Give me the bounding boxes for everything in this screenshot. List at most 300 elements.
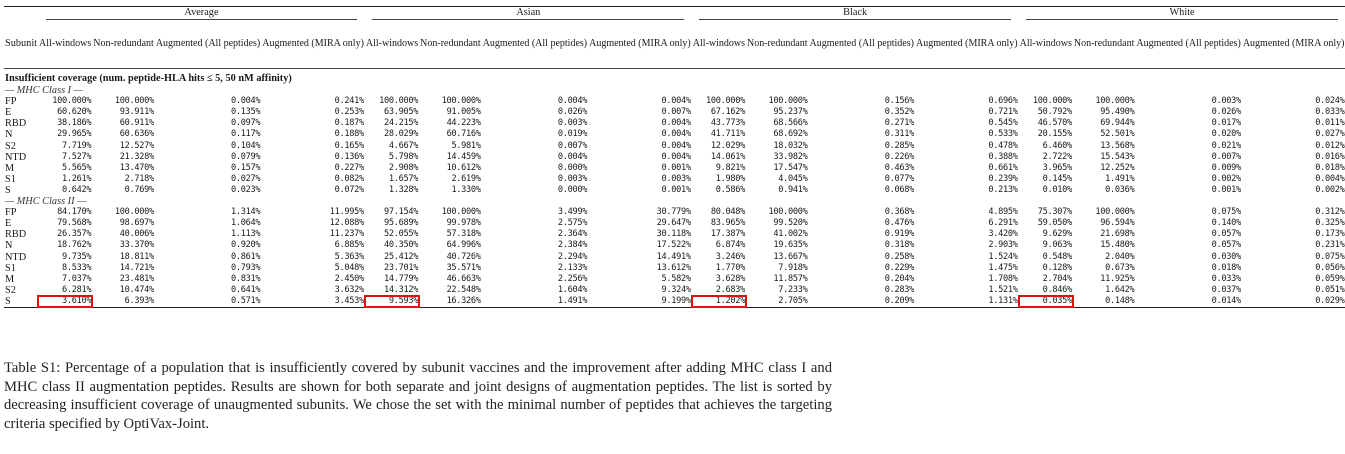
table-cell: 0.642%	[62, 184, 92, 195]
table-cell: 12.088%	[329, 218, 364, 229]
table-cell: 68.566%	[773, 118, 808, 129]
table-cell: 0.097%	[231, 118, 261, 129]
subunit-name: S2	[5, 284, 16, 296]
table-cell: 33.982%	[773, 151, 808, 162]
table-cell: 59.050%	[1037, 218, 1072, 229]
table-cell: 0.831%	[231, 273, 261, 284]
table-cell: 9.063%	[1042, 240, 1072, 251]
table-cell: 79.568%	[57, 218, 92, 229]
table-cell: 99.978%	[446, 218, 481, 229]
table-cell: 1.980%	[715, 173, 745, 184]
table-cell: 83.965%	[710, 218, 745, 229]
table-cell: 22.548%	[446, 284, 481, 295]
subcolumn-header-row	[4, 20, 1345, 69]
table-cell: 100.000%	[1095, 207, 1135, 218]
table-cell: 0.165%	[334, 140, 364, 151]
table-cell: 21.698%	[1100, 229, 1135, 240]
table-cell: 38.186%	[57, 118, 92, 129]
table-cell: 7.233%	[778, 284, 808, 295]
coverage-table	[4, 6, 1345, 308]
table-cell: 0.004%	[661, 118, 691, 129]
table-cell: 0.057%	[1211, 229, 1241, 240]
table-cell: 63.905%	[384, 107, 419, 118]
table-cell: 0.003%	[557, 173, 588, 184]
table-cell: 6.460%	[1042, 140, 1072, 151]
table-cell: 52.501%	[1100, 129, 1135, 140]
table-cell: 100.000%	[52, 96, 92, 107]
table-row	[4, 118, 1345, 129]
table-cell: 0.117%	[231, 129, 261, 140]
subunit-name: S2	[5, 140, 16, 152]
table-cell: 60.716%	[446, 129, 481, 140]
table-cell: 0.003%	[557, 118, 588, 129]
table-cell: 1.491%	[1105, 173, 1135, 184]
table-cell: 67.162%	[710, 107, 745, 118]
group-header-average: Average	[38, 7, 365, 21]
table-cell: 0.769%	[124, 184, 154, 195]
table-cell: 0.545%	[988, 118, 1018, 129]
table-cell: 17.522%	[656, 240, 691, 251]
table-cell: 84.170%	[57, 207, 92, 218]
table-cell: 46.570%	[1037, 118, 1072, 129]
group-header-asian: Asian	[365, 7, 692, 21]
highlighted-cell: 0.035%	[1019, 296, 1073, 308]
table-cell: 14.491%	[656, 251, 691, 262]
table-cell: 0.173%	[1315, 229, 1345, 240]
table-cell: 14.312%	[384, 284, 419, 295]
subunit-name: N	[5, 129, 13, 141]
table-cell: 1.475%	[988, 262, 1018, 273]
table-cell: 0.001%	[1211, 184, 1241, 195]
table-cell: 0.145%	[1042, 173, 1072, 184]
table-cell: 0.253%	[334, 107, 364, 118]
table-cell: 68.692%	[773, 129, 808, 140]
table-cell: 13.470%	[119, 162, 154, 173]
table-caption: Table S1: Percentage of a population that is insufficiently covered by subunit vaccines and the improvement after adding MHC class I and MHC class II augmentation peptides. Results are shown for both separate and joint designs of augmentation peptides. The list is sorted by decreasing insufficient coverage of unaugmented subunits. We chose the set with the minimal number of peptides that achieves the targeting criteria specified by OptiVax-Joint.	[4, 360, 832, 432]
table-cell: 0.721%	[988, 107, 1018, 118]
table-cell: 6.291%	[988, 218, 1018, 229]
table-cell: 1.657%	[388, 173, 419, 184]
table-cell: 9.735%	[62, 251, 92, 262]
table-cell: 0.548%	[1042, 251, 1072, 262]
table-cell: 0.188%	[334, 129, 364, 140]
table-cell: 0.018%	[1315, 162, 1345, 173]
table-cell: 46.663%	[446, 273, 481, 284]
subunit-name: NTD	[5, 251, 27, 263]
table-cell: 0.017%	[1211, 118, 1241, 129]
subunit-name: N	[5, 240, 13, 252]
table-cell: 1.131%	[915, 296, 1019, 308]
table-cell: 0.325%	[1315, 218, 1345, 229]
subcolumn-header: Non-redundant	[420, 38, 481, 49]
subunit-name: NTD	[5, 151, 27, 163]
table-cell: 0.136%	[334, 151, 364, 162]
table-cell: 13.667%	[773, 251, 808, 262]
table-cell: 0.059%	[1315, 273, 1345, 284]
table-cell: 0.571%	[155, 296, 261, 308]
table-cell: 0.004%	[661, 96, 691, 107]
group-header-white: White	[1019, 7, 1345, 21]
table-cell: 0.057%	[1211, 240, 1241, 251]
table-cell: 8.533%	[62, 262, 92, 273]
table-cell: 0.037%	[1211, 284, 1241, 295]
table-cell: 40.350%	[384, 240, 419, 251]
table-cell: 99.520%	[773, 218, 808, 229]
table-cell: 9.324%	[661, 284, 691, 295]
table-cell: 18.032%	[773, 140, 808, 151]
table-cell: 2.619%	[451, 173, 481, 184]
table-cell: 0.641%	[231, 284, 261, 295]
table-cell: 2.256%	[557, 273, 588, 284]
subunit-header: Subunit	[5, 38, 38, 50]
table-cell: 0.007%	[557, 140, 588, 151]
table-row	[4, 107, 1345, 118]
table-cell: 11.857%	[773, 273, 808, 284]
table-cell: 0.388%	[988, 151, 1018, 162]
table-cell: 25.412%	[384, 251, 419, 262]
table-cell: 0.919%	[884, 229, 914, 240]
table-cell: 6.885%	[334, 240, 364, 251]
table-cell: 30.118%	[656, 229, 691, 240]
table-cell: 0.239%	[988, 173, 1018, 184]
table-cell: 0.007%	[1211, 151, 1241, 162]
table-row	[4, 152, 1345, 163]
table-cell: 93.911%	[119, 107, 154, 118]
table-cell: 15.543%	[1100, 151, 1135, 162]
section-title: Insufficient coverage (num. peptide-HLA hits ≤ 5, 50 nM affinity)	[5, 73, 292, 84]
table-cell: 0.463%	[884, 162, 914, 173]
table-cell: 5.363%	[334, 251, 364, 262]
table-cell: 1.491%	[482, 296, 588, 308]
table-cell: 0.312%	[1315, 207, 1345, 218]
table-cell: 0.661%	[988, 162, 1018, 173]
table-cell: 0.003%	[1211, 96, 1241, 107]
table-cell: 1.770%	[715, 262, 745, 273]
table-cell: 60.636%	[119, 129, 154, 140]
table-cell: 40.726%	[446, 251, 481, 262]
table-cell: 2.704%	[1042, 273, 1072, 284]
table-cell: 0.001%	[661, 184, 691, 195]
table-cell: 17.547%	[773, 162, 808, 173]
table-cell: 0.004%	[231, 96, 261, 107]
highlighted-cell: 3.610%	[38, 296, 92, 308]
table-cell: 44.223%	[446, 118, 481, 129]
subcolumn-header: Augmented (MIRA only)	[915, 38, 1018, 49]
table-cell: 13.612%	[656, 262, 691, 273]
subcolumn-header: All-windows	[39, 38, 92, 49]
table-cell: 64.996%	[446, 240, 481, 251]
table-row	[4, 285, 1345, 296]
table-cell: 0.283%	[884, 284, 914, 295]
table-cell: 1.642%	[1105, 284, 1135, 295]
subunit-name: FP	[5, 96, 17, 108]
table-cell: 4.895%	[988, 207, 1018, 218]
table-cell: 33.370%	[119, 240, 154, 251]
table-row	[4, 274, 1345, 285]
table-cell: 0.033%	[1315, 107, 1345, 118]
subunit-name: S1	[5, 262, 16, 274]
table-cell: 0.793%	[231, 262, 261, 273]
table-cell: 0.004%	[557, 96, 588, 107]
table-cell: 14.779%	[384, 273, 419, 284]
table-cell: 100.000%	[441, 96, 481, 107]
table-cell: 2.908%	[388, 162, 419, 173]
table-cell: 0.148%	[1073, 296, 1136, 308]
table-cell: 96.594%	[1100, 218, 1135, 229]
table-cell: 0.021%	[1211, 140, 1241, 151]
table-cell: 100.000%	[441, 207, 481, 218]
table-cell: 0.079%	[231, 151, 261, 162]
table-cell: 11.237%	[329, 229, 364, 240]
table-cell: 29.965%	[57, 129, 92, 140]
table-cell: 2.683%	[715, 284, 745, 295]
table-cell: 0.157%	[231, 162, 261, 173]
table-cell: 1.064%	[231, 218, 261, 229]
table-cell: 29.647%	[656, 218, 691, 229]
table-cell: 0.861%	[231, 251, 261, 262]
table-cell: 0.024%	[1315, 96, 1345, 107]
table-cell: 0.036%	[1105, 184, 1135, 195]
table-cell: 0.051%	[1315, 284, 1345, 295]
subcolumn-header: Non-redundant	[747, 38, 808, 49]
table-row	[4, 185, 1345, 196]
table-cell: 0.000%	[557, 162, 588, 173]
table-cell: 0.082%	[334, 173, 364, 184]
table-cell: 0.029%	[1242, 296, 1345, 308]
table-cell: 0.010%	[1042, 184, 1072, 195]
table-cell: 1.524%	[988, 251, 1018, 262]
highlighted-cell: 9.593%	[365, 296, 419, 308]
table-cell: 95.237%	[773, 107, 808, 118]
table-cell: 0.016%	[1315, 151, 1345, 162]
table-cell: 0.004%	[661, 151, 691, 162]
table-cell: 6.393%	[92, 296, 155, 308]
table-cell: 100.000%	[1032, 96, 1072, 107]
table-cell: 14.061%	[710, 151, 745, 162]
mhc-class2-label: — MHC Class II —	[5, 196, 87, 208]
table-cell: 15.480%	[1100, 240, 1135, 251]
table-cell: 0.027%	[1315, 129, 1345, 140]
table-cell: 5.981%	[451, 140, 481, 151]
table-cell: 30.779%	[656, 207, 691, 218]
table-row	[4, 163, 1345, 174]
table-cell: 100.000%	[768, 96, 808, 107]
table-cell: 98.697%	[119, 218, 154, 229]
table-cell: 0.001%	[661, 162, 691, 173]
table-cell: 0.226%	[884, 151, 914, 162]
table-cell: 1.314%	[231, 207, 261, 218]
table-cell: 0.002%	[1315, 184, 1345, 195]
highlighted-cell: 1.202%	[692, 296, 746, 308]
table-cell: 0.476%	[884, 218, 914, 229]
table-cell: 14.721%	[119, 262, 154, 273]
table-cell: 0.696%	[988, 96, 1018, 107]
table-cell: 26.357%	[57, 229, 92, 240]
table-cell: 2.364%	[557, 229, 588, 240]
table-cell: 2.384%	[557, 240, 588, 251]
table-cell: 1.113%	[231, 229, 261, 240]
table-cell: 0.030%	[1211, 251, 1241, 262]
table-cell: 0.128%	[1042, 262, 1072, 273]
table-cell: 0.019%	[557, 129, 588, 140]
table-cell: 17.387%	[710, 229, 745, 240]
table-cell: 40.006%	[119, 229, 154, 240]
table-row	[4, 229, 1345, 240]
table-cell: 0.026%	[1211, 107, 1241, 118]
table-row	[4, 96, 1345, 107]
table-cell: 0.075%	[1211, 207, 1241, 218]
table-cell: 7.918%	[778, 262, 808, 273]
table-cell: 100.000%	[706, 96, 745, 107]
table-cell: 43.773%	[710, 118, 745, 129]
table-cell: 5.565%	[62, 162, 92, 173]
table-cell: 23.481%	[119, 273, 154, 284]
table-cell: 0.014%	[1135, 296, 1241, 308]
subcolumn-header: Non-redundant	[1073, 38, 1135, 49]
table-cell: 100.000%	[379, 96, 419, 107]
table-cell: 7.037%	[62, 273, 92, 284]
table-cell: 18.762%	[57, 240, 92, 251]
table-row	[4, 207, 1345, 218]
table-cell: 12.252%	[1100, 162, 1135, 173]
table-cell: 60.911%	[119, 118, 154, 129]
table-cell: 0.027%	[231, 173, 261, 184]
table-cell: 100.000%	[768, 207, 808, 218]
subunit-name: S	[5, 184, 11, 196]
table-row	[4, 263, 1345, 274]
table-cell: 41.002%	[773, 229, 808, 240]
table-cell: 0.011%	[1315, 118, 1345, 129]
table-cell: 20.155%	[1037, 129, 1072, 140]
subunit-name: M	[5, 273, 15, 285]
table-cell: 69.944%	[1100, 118, 1135, 129]
table-cell: 18.811%	[119, 251, 154, 262]
table-cell: 12.029%	[710, 140, 745, 151]
subunit-name: S1	[5, 173, 16, 185]
table-cell: 0.318%	[884, 240, 914, 251]
table-cell: 10.612%	[446, 162, 481, 173]
table-cell: 0.023%	[231, 184, 261, 195]
table-cell: 1.521%	[988, 284, 1018, 295]
table-cell: 41.711%	[710, 129, 745, 140]
table-cell: 28.029%	[384, 129, 419, 140]
subcolumn-header: All-windows	[365, 38, 419, 49]
table-cell: 9.199%	[588, 296, 692, 308]
table-cell: 0.033%	[1211, 273, 1241, 284]
subcolumn-header: Augmented (MIRA only)	[589, 38, 691, 49]
table-cell: 4.045%	[778, 173, 808, 184]
subcolumn-header: Augmented (MIRA only)	[262, 38, 364, 49]
table-cell: 75.307%	[1037, 207, 1072, 218]
table-cell: 10.474%	[119, 284, 154, 295]
subcolumn-header: Augmented (All peptides)	[809, 38, 914, 49]
table-cell: 19.635%	[773, 240, 808, 251]
table-cell: 11.925%	[1100, 273, 1135, 284]
table-cell: 0.012%	[1315, 140, 1345, 151]
table-cell: 0.004%	[557, 151, 588, 162]
table-cell: 0.009%	[1211, 162, 1241, 173]
group-header-row	[4, 7, 1345, 21]
table-cell: 0.271%	[884, 118, 914, 129]
table-cell: 0.941%	[778, 184, 808, 195]
table-cell: 7.527%	[62, 151, 92, 162]
table-cell: 0.368%	[884, 207, 914, 218]
table-cell: 5.798%	[388, 151, 419, 162]
table-cell: 2.450%	[334, 273, 364, 284]
table-cell: 0.018%	[1211, 262, 1241, 273]
subcolumn-header: Non-redundant	[93, 38, 154, 49]
table-cell: 1.708%	[988, 273, 1018, 284]
table-cell: 0.285%	[884, 140, 914, 151]
subunit-name: E	[5, 218, 12, 230]
subunit-name: RBD	[5, 229, 27, 241]
table-cell: 9.629%	[1042, 229, 1072, 240]
table-cell: 2.040%	[1105, 251, 1135, 262]
table-cell: 0.004%	[661, 129, 691, 140]
table-cell: 7.719%	[62, 140, 92, 151]
table-cell: 1.328%	[388, 184, 419, 195]
table-cell: 52.055%	[384, 229, 419, 240]
table-cell: 91.005%	[446, 107, 481, 118]
subunit-name: RBD	[5, 118, 27, 130]
table-row	[4, 174, 1345, 185]
table-cell: 0.075%	[1315, 251, 1345, 262]
table-cell: 3.499%	[557, 207, 588, 218]
subunit-name: S	[4, 296, 38, 308]
table-row	[4, 296, 1345, 308]
table-cell: 1.330%	[451, 184, 481, 195]
table-cell: 6.281%	[62, 284, 92, 295]
table-cell: 3.420%	[988, 229, 1018, 240]
table-cell: 60.620%	[57, 107, 92, 118]
table-row	[4, 141, 1345, 152]
table-cell: 0.187%	[334, 118, 364, 129]
table-cell: 12.527%	[119, 140, 154, 151]
table-cell: 2.294%	[557, 251, 588, 262]
table-cell: 16.326%	[419, 296, 482, 308]
table-cell: 0.311%	[884, 129, 914, 140]
table-cell: 0.140%	[1211, 218, 1241, 229]
table-cell: 0.920%	[231, 240, 261, 251]
table-cell: 3.453%	[261, 296, 365, 308]
table-cell: 35.571%	[446, 262, 481, 273]
table-cell: 5.582%	[661, 273, 691, 284]
table-row	[4, 218, 1345, 229]
table-cell: 50.792%	[1037, 107, 1072, 118]
table-cell: 2.903%	[988, 240, 1018, 251]
table-cell: 0.000%	[557, 184, 588, 195]
table-cell: 0.007%	[661, 107, 691, 118]
table-cell: 3.632%	[334, 284, 364, 295]
table-cell: 0.209%	[809, 296, 915, 308]
table-row	[4, 252, 1345, 263]
table-cell: 2.133%	[557, 262, 588, 273]
table-cell: 9.821%	[715, 162, 745, 173]
subunit-name: E	[5, 107, 12, 119]
table-cell: 0.478%	[988, 140, 1018, 151]
table-cell: 57.318%	[446, 229, 481, 240]
table-cell: 3.965%	[1042, 162, 1072, 173]
table-body	[4, 69, 1345, 308]
table-cell: 0.056%	[1315, 262, 1345, 273]
table-cell: 0.077%	[884, 173, 914, 184]
table-cell: 0.020%	[1211, 129, 1241, 140]
table-cell: 3.628%	[715, 273, 745, 284]
table-cell: 0.003%	[661, 173, 691, 184]
table-cell: 2.705%	[746, 296, 809, 308]
table-cell: 14.459%	[446, 151, 481, 162]
section-title-row	[4, 69, 1345, 86]
